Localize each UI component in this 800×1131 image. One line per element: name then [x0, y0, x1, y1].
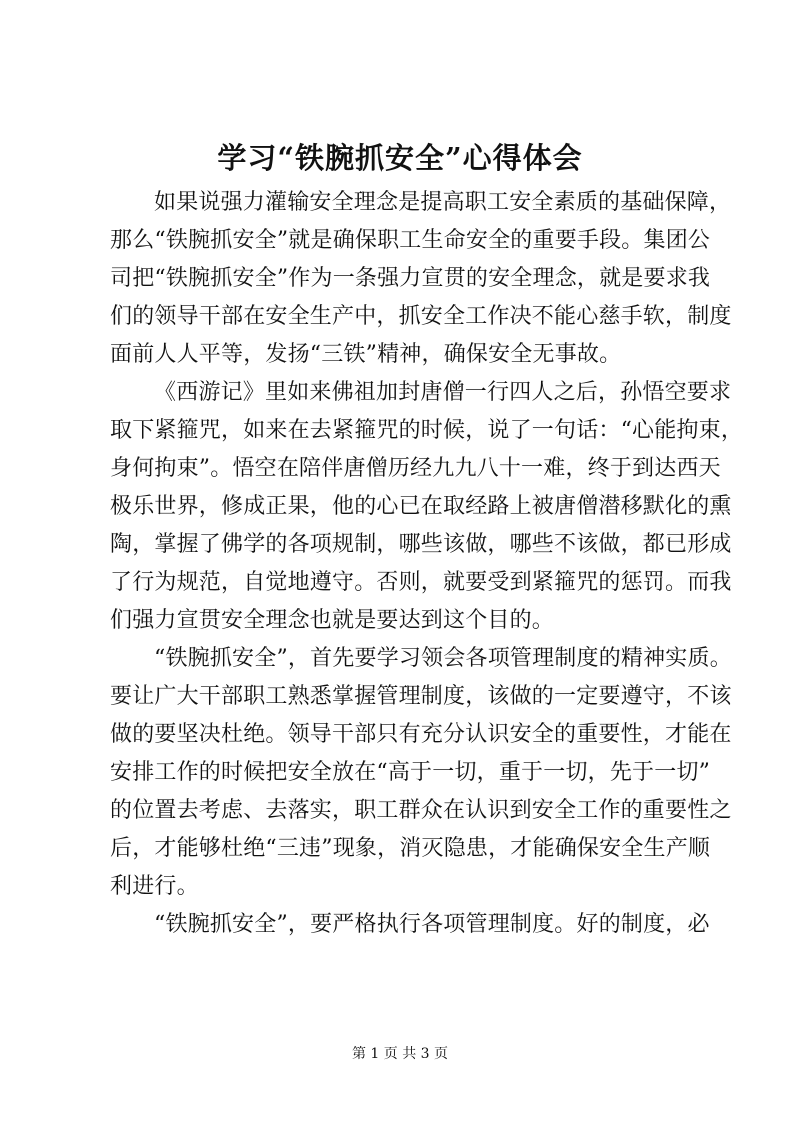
paragraph-3-line: “铁腕抓安全”，首先要学习领会各项管理制度的精神实质。	[154, 646, 732, 671]
paragraph-3-line: 做的要坚决杜绝。领导干部只有充分认识安全的重要性，才能在	[110, 722, 732, 747]
paragraph-1-line: 司把“铁腕抓安全”作为一条强力宣贯的安全理念，就是要求我	[110, 266, 711, 291]
paragraph-2-line: 了行为规范，自觉地遵守。否则，就要受到紧箍咒的惩罚。而我	[110, 570, 732, 595]
paragraph-3-line: 要让广大干部职工熟悉掌握管理制度，该做的一定要遵守，不该	[110, 684, 732, 709]
paragraph-3-line: 后，才能够杜绝“三违”现象，消灭隐患，才能确保安全生产顺	[110, 836, 711, 861]
document-body	[110, 184, 744, 944]
paragraph-3-line: 安排工作的时候把安全放在“高于一切，重于一切，先于一切”	[110, 760, 711, 785]
paragraph-1-line: 面前人人平等，发扬“三铁”精神，确保安全无事故。	[110, 342, 622, 367]
paragraph-4-line: “铁腕抓安全”，要严格执行各项管理制度。好的制度，必	[154, 912, 710, 937]
paragraph-3-line: 利进行。	[110, 874, 199, 899]
paragraph-3-line: 的位置去考虑、去落实，职工群众在认识到安全工作的重要性之	[110, 798, 732, 823]
page-title: 学习“铁腕抓安全”心得体会	[217, 141, 583, 175]
paragraph-2-line: 取下紧箍咒，如来在去紧箍咒的时候，说了一句话：“心能拘束，	[110, 418, 744, 443]
paragraph-2-line: 极乐世界，修成正果，他的心已在取经路上被唐僧潜移默化的熏	[110, 494, 732, 519]
paragraph-1-line: 那么“铁腕抓安全”就是确保职工生命安全的重要手段。集团公	[110, 228, 711, 253]
paragraph-2-line: 身何拘束”。悟空在陪伴唐僧历经九九八十一难，终于到达西天	[110, 456, 721, 481]
page-number: 第 1 页 共 3 页	[351, 1046, 449, 1062]
paragraph-2-line: 陶，掌握了佛学的各项规制，哪些该做，哪些不该做，都已形成	[110, 532, 732, 557]
paragraph-1-line: 们的领导干部在安全生产中，抓安全工作决不能心慈手软，制度	[110, 304, 732, 329]
paragraph-2-line: 《西游记》里如来佛祖加封唐僧一行四人之后，孙悟空要求	[154, 380, 732, 405]
paragraph-1-line: 如果说强力灌输安全理念是提高职工安全素质的基础保障，	[154, 190, 732, 215]
paragraph-2-line: 们强力宣贯安全理念也就是要达到这个目的。	[110, 608, 555, 633]
